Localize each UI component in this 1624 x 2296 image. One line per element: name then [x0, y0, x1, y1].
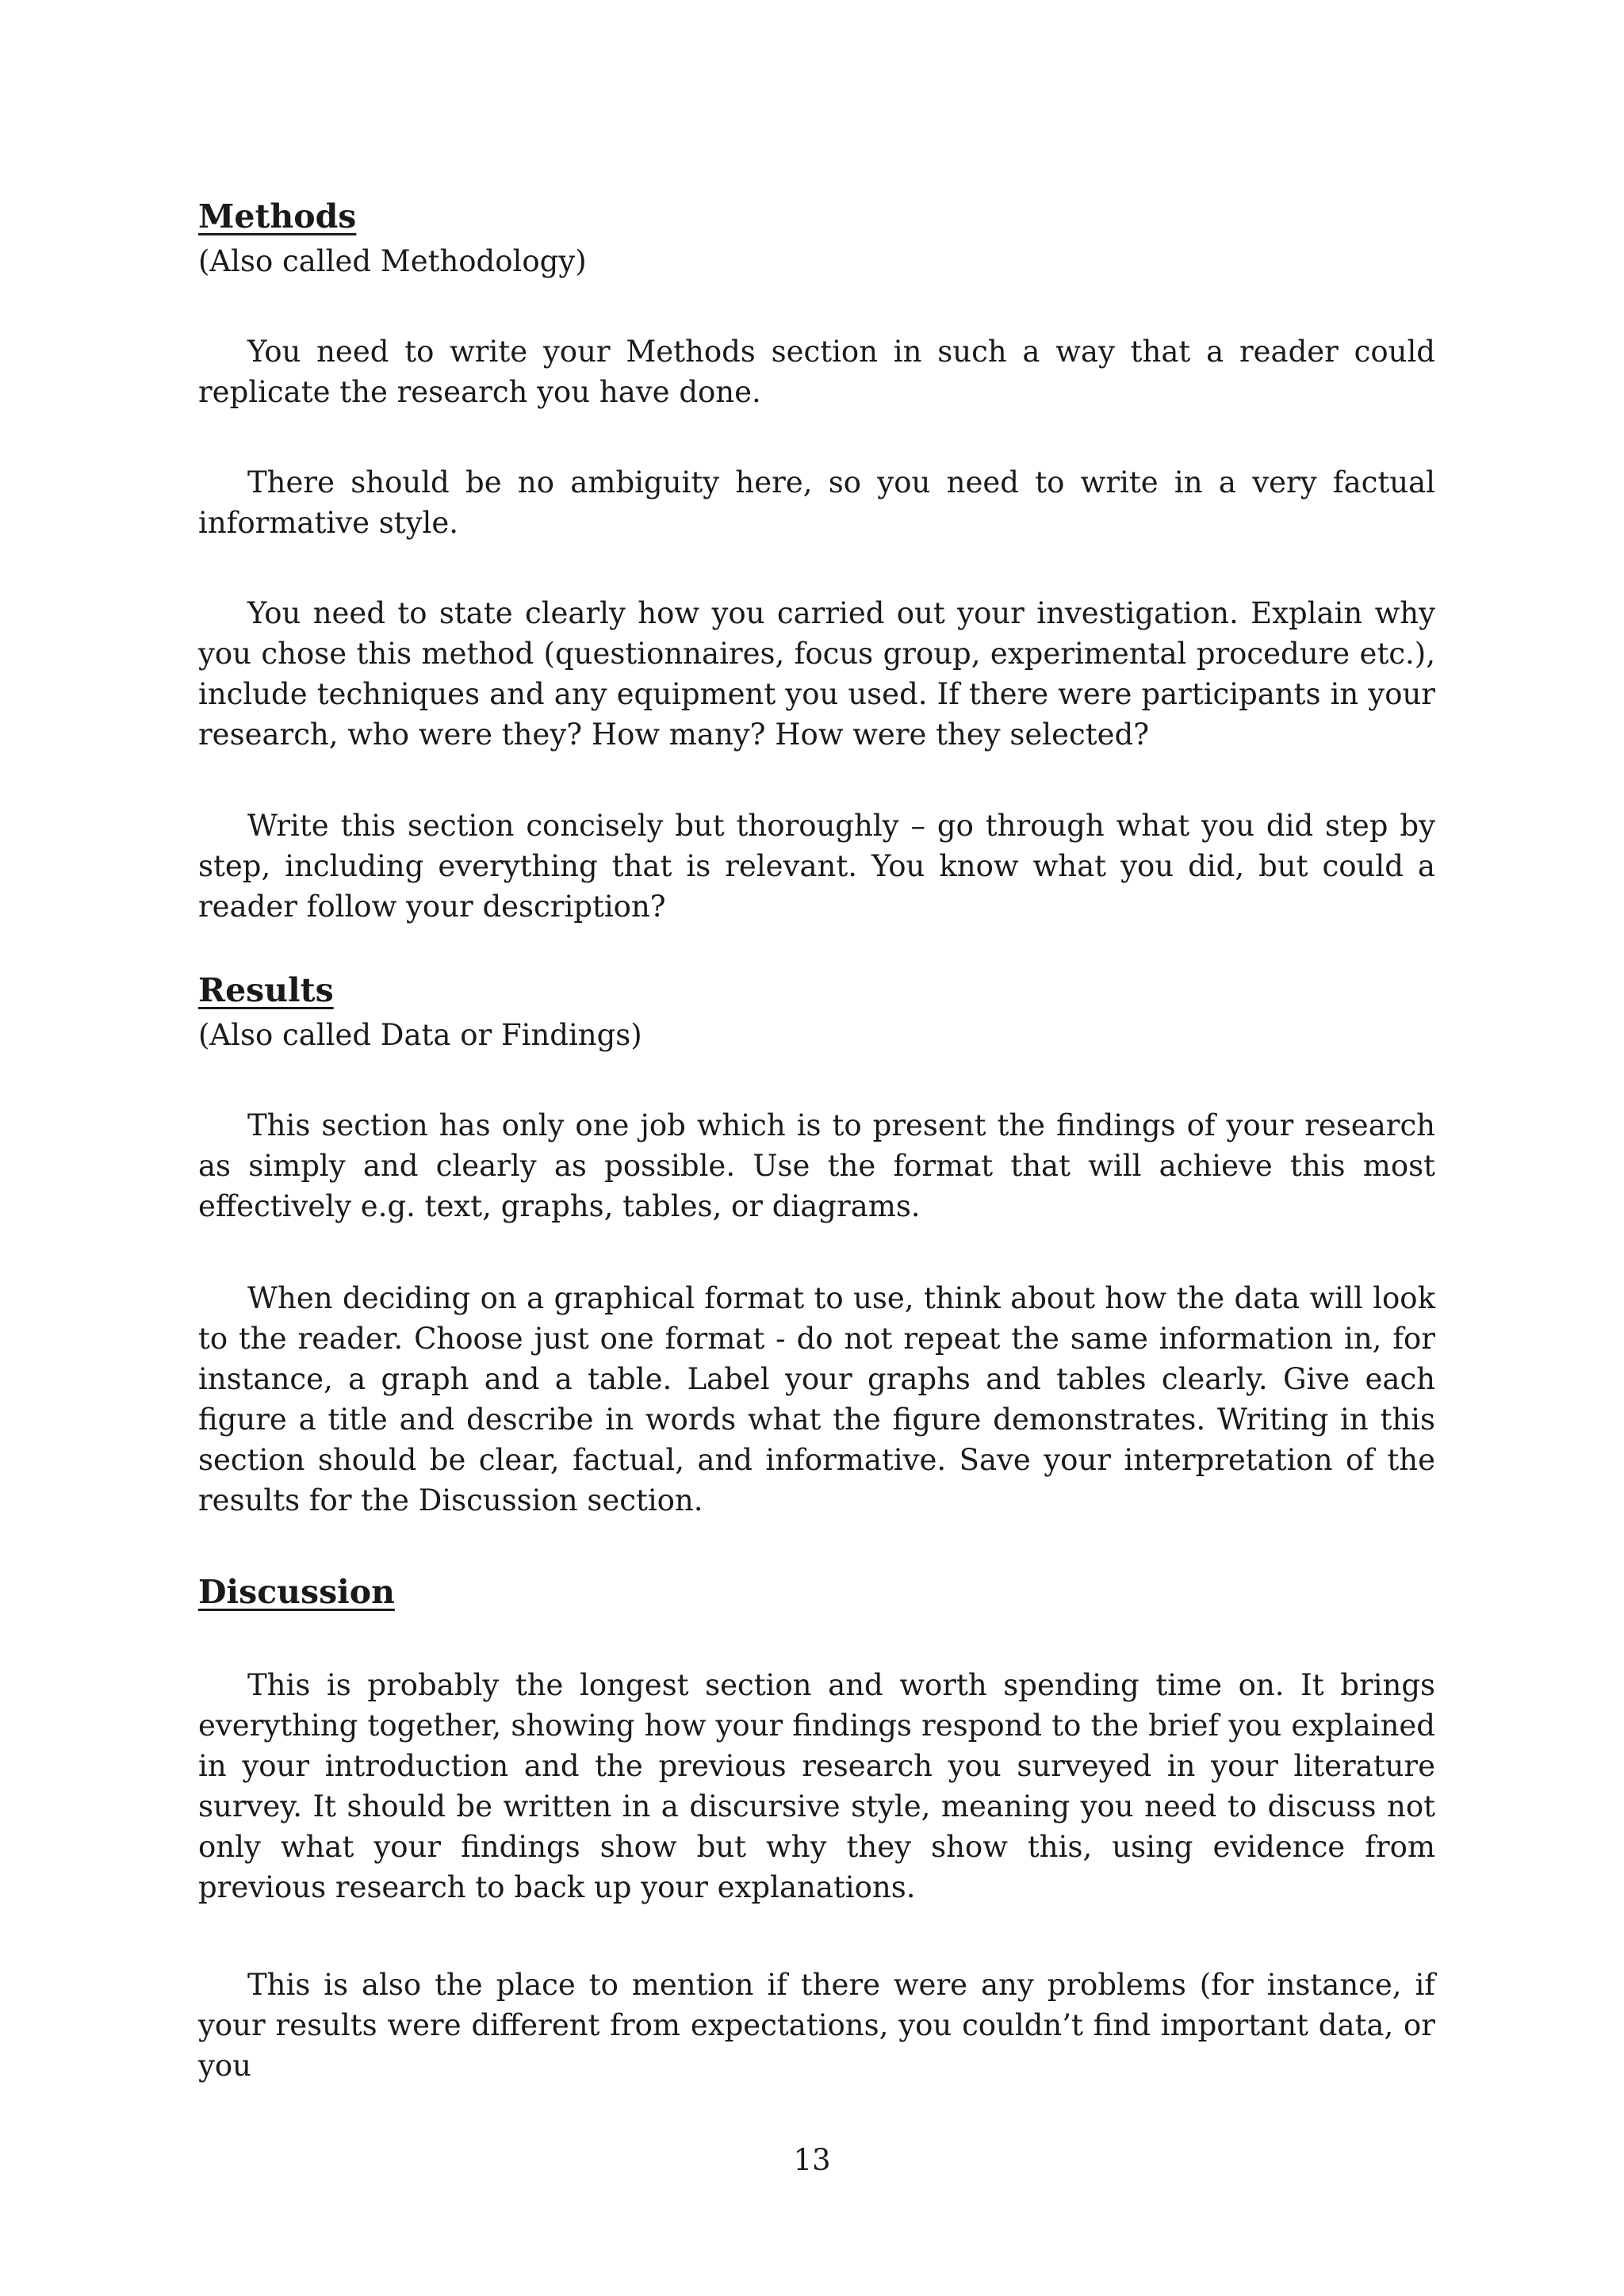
- methods-paragraph-1: You need to write your Methods section in such a way that a reader could replicate the research you have done.: [198, 335, 1435, 409]
- methods-paragraph-3: You need to state clearly how you carried out your investigation. Explain why you chose this method (questionnaires, focus group, experimental procedure etc.), include techniques and any equipment you used. If there were participants in your research, who were they? How many? How were they selected?: [198, 596, 1435, 752]
- results-paragraph-1: This section has only one job which is to present the findings of your research as simply and clearly as possible. Use the format that will achieve this most effectively e.g. text, graphs, tables, or diagrams.: [198, 1108, 1435, 1223]
- methods-heading: Methods: [198, 197, 357, 235]
- results-paragraph-2: When deciding on a graphical format to use, think about how the data will look to the reader. Choose just one format - do not repeat the same information in, for instance, a graph and a table. Label your graphs and tables clearly. Give each figure a title and describe in words what the figure demonstrates. Writing in this section should be clear, factual, and informative. Save your interpretation of the results for the Discussion section.: [198, 1281, 1435, 1517]
- methods-subtitle: (Also called Methodology): [198, 244, 587, 278]
- results-subtitle: (Also called Data or Findings): [198, 1018, 642, 1052]
- methods-paragraph-2: There should be no ambiguity here, so you need to write in a very factual informative style.: [198, 465, 1435, 540]
- results-heading: Results: [198, 971, 334, 1009]
- page-number: 13: [793, 2143, 831, 2177]
- discussion-paragraph-1: This is probably the longest section and worth spending time on. It brings everything together, showing how your findings respond to the brief you explained in your introduction and the previous research you surveyed in your literature survey. It should be written in a discursive style, meaning you need to discuss not only what your findings show but why they show this, using evidence from previous research to back up your explanations.: [198, 1668, 1435, 1904]
- methods-paragraph-4: Write this section concisely but thoroughly – go through what you did step by step, including everything that is relevant. You know what you did, but could a reader follow your description?: [198, 809, 1435, 924]
- discussion-heading: Discussion: [198, 1573, 395, 1611]
- discussion-paragraph-2: This is also the place to mention if there were any problems (for instance, if your results were different from expectations, you couldn’t find important data, or you: [198, 1968, 1435, 2083]
